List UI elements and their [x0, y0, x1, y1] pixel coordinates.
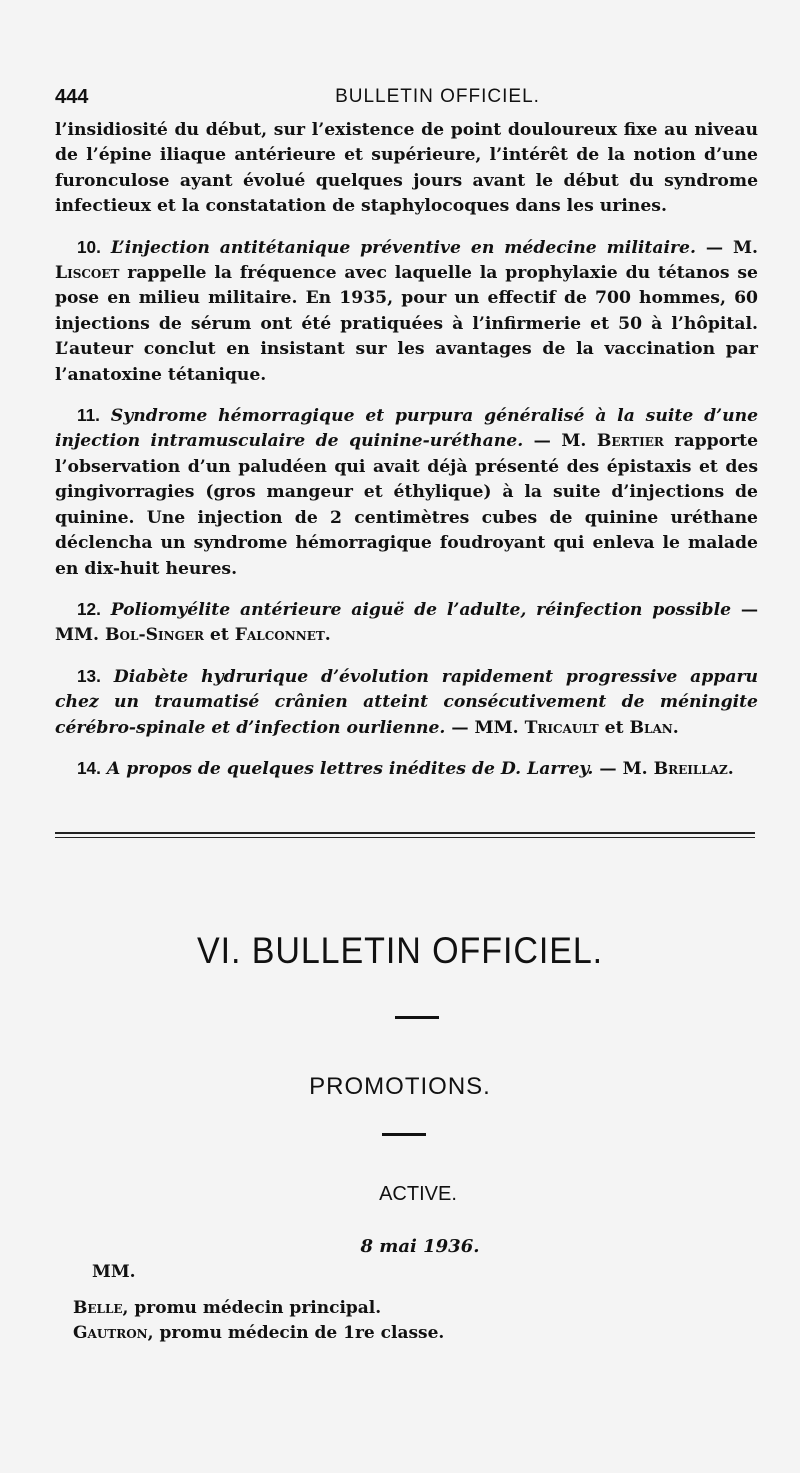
promotion-item — [73, 1321, 444, 1346]
item-separator: — MM. — [55, 599, 759, 646]
item-author-2: Falconnet — [234, 625, 325, 646]
page-number: 444 — [55, 86, 89, 108]
item-author-1: Tricault — [524, 717, 599, 738]
item-title: Syndrome hémorragique et purpura généralisé à la suite d’une injection intramusculaire de quinine-uréthane. — [55, 406, 759, 452]
item-end: . — [672, 717, 679, 738]
item-separator: — MM. — [445, 717, 525, 738]
paragraph-item-12 — [55, 597, 758, 649]
paragraph-continuation: l’insidiosité du début, sur l’existence de point douloureux fixe au niveau de l’épine iliaque antérieure et supérieure, l’intérêt de la notion d’une furonculose ayant évolué quelques jours avant le début du syndrome infectieux et la constatation de staphylocoques dans les urines. — [55, 120, 758, 217]
promotion-name: Gautron — [73, 1323, 148, 1343]
paragraph-item-13 — [55, 664, 758, 741]
paragraph-item-10 — [55, 235, 758, 388]
item-title: Diabète hydrurique d’évolution rapidement progressive apparu chez un traumatisé crânien atteint consécutivement de méningite cérébro-spinale et d’infection ourlienne. — [55, 666, 759, 738]
subtitle-rule — [382, 1133, 426, 1136]
promotion-name: Belle — [73, 1298, 123, 1318]
item-text: rappelle la fréquence avec laquelle la prophylaxie du tétanos se pose en milieu militaire. En 1935, pour un effectif de 700 hommes, 60 injections de sérum ont été pratiquées à l’infirmerie et 50 à l’hôpital. L’auteur conclut en insistant sur les avantages de la vaccination par l’anatoxine tétanique. — [55, 263, 758, 385]
item-author: Liscoet — [55, 263, 120, 284]
running-title: BULLETIN OFFICIEL. — [335, 86, 540, 107]
item-author: Breillaz — [653, 758, 728, 779]
item-text: rapporte l’observation d’un paludéen qui avait déjà présenté des épistaxis et des gingivorragies (gros mangeur et éthylique) à la suite d’injections de quinine. Une injection de 2 centimètres cubes de quinine uréthane déclencha un syndrome hémorragique foudroyant qui enleva le malade en dix-huit heures. — [55, 431, 759, 579]
section-title: VI. BULLETIN OFFICIEL. — [196, 930, 604, 971]
paragraph-item-14 — [55, 756, 758, 782]
item-number: 14. — [77, 757, 101, 778]
item-separator: — M. — [695, 237, 758, 258]
item-author-2: Blan — [629, 717, 673, 738]
item-author-1: Bol-Singer — [105, 625, 204, 646]
item-number: 13. — [77, 665, 101, 686]
item-number: 10. — [77, 236, 101, 257]
item-title: L’injection antitétanique préventive en médecine militaire. — [110, 237, 696, 258]
item-number: 11. — [77, 405, 100, 426]
paragraph-item-11 — [55, 403, 758, 582]
item-number: 12. — [77, 598, 101, 619]
item-end: . — [727, 758, 734, 779]
item-conjunction: et — [203, 625, 235, 646]
addressee: MM. — [92, 1262, 136, 1282]
body-text — [55, 118, 758, 797]
item-conjunction: et — [598, 717, 630, 738]
item-end: . — [324, 625, 331, 646]
item-author: Bertier — [596, 431, 664, 452]
promotion-date: 8 mai 1936. — [360, 1236, 480, 1257]
item-separator: — M. — [523, 431, 597, 452]
promotion-list — [73, 1296, 444, 1346]
promotion-item — [73, 1296, 444, 1321]
section-divider — [55, 832, 755, 838]
title-rule — [395, 1016, 439, 1019]
promotion-text: , promu médecin de 1re classe. — [147, 1323, 445, 1343]
item-title: A propos de quelques lettres inédites de D. Larrey. — [106, 758, 594, 779]
running-header — [55, 86, 760, 116]
item-separator: — M. — [593, 758, 654, 779]
subsection-title: PROMOTIONS. — [309, 1073, 491, 1100]
promotion-text: , promu médecin principal. — [122, 1298, 382, 1318]
category-title: ACTIVE. — [379, 1183, 457, 1205]
item-title: Poliomyélite antérieure aiguë de l’adulte, réinfection possible — [110, 599, 732, 620]
